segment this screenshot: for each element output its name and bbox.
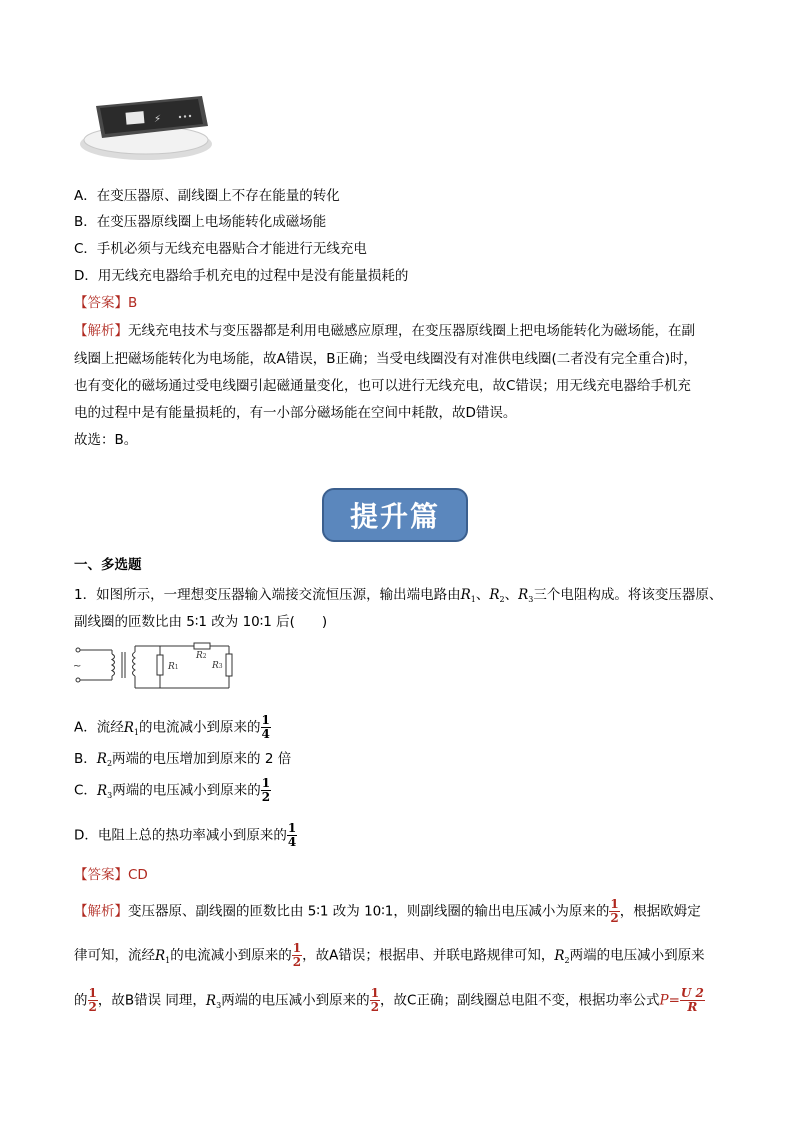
option-d: D．用无线充电器给手机充电的过程中是没有能量损耗的 (74, 268, 409, 284)
r1-symbol: $R_1$ (460, 587, 476, 604)
answer-value: B (128, 295, 138, 311)
analysis-tag: 【解析】 (74, 903, 128, 920)
svg-text:⚡: ⚡ (154, 114, 162, 125)
power-symbol: P (659, 992, 669, 1009)
r2-symbol: $R_2$ (554, 947, 570, 965)
sep: 、 (475, 587, 490, 603)
r3-symbol: $R_3$ (205, 992, 222, 1010)
r3-symbol: $R_3$ (96, 782, 113, 800)
q1-analysis-line-1: 【解析】变压器原、副线圈的匝数比由 5∶1 改为 10∶1，则副线圈的输出电压减小为原来的 $\frac{1}{2}$ ，根据欧姆定 (74, 897, 701, 925)
answer-row (74, 294, 137, 312)
answer-tag: 【答案】 (74, 867, 128, 883)
section-title: 一、多选题 (74, 557, 142, 573)
q1-option-c: C．$R_3$两端的电压减小到原来的 $\frac{1}{2}$ (74, 776, 271, 804)
wireless-charger-image (74, 92, 214, 164)
fraction-one-quarter: $\frac{1}{4}$ (287, 821, 297, 849)
q1-stem-line-2: 副线圈的匝数比由 5∶1 改为 10∶1 后( ) (74, 614, 328, 630)
fraction-one-half: $\frac{1}{2}$ (292, 941, 302, 969)
analysis-line-2: 线圈上把磁场能转化为电场能，故A错误，B正确；当受电线圈没有对准供电线圈(二者没有完全重合)时， (74, 351, 698, 367)
choose-line: 故选：B。 (74, 432, 138, 448)
fraction-one-quarter: $\frac{1}{4}$ (261, 713, 270, 741)
fraction-one-half: $\frac{1}{2}$ (370, 986, 380, 1014)
r1-symbol: $R_1$ (123, 719, 140, 737)
label-r3: R3 (212, 661, 223, 671)
fraction-one-half: $\frac{1}{2}$ (610, 897, 619, 925)
q1-stem-line-1 (74, 586, 722, 609)
section-banner: 提升篇 (322, 488, 468, 542)
r2-symbol: $R_2$ (489, 587, 505, 604)
ac-source-symbol: ~ (73, 661, 82, 672)
q1-option-b: B．$R_2$两端的电压增加到原来的 2 倍 (74, 751, 292, 768)
circuit-diagram (72, 640, 237, 696)
analysis-line-1 (74, 322, 695, 340)
r1-symbol: $R_1$ (155, 947, 171, 965)
fraction-one-half: $\frac{1}{2}$ (261, 776, 271, 804)
option-a: A．在变压器原、副线圈上不存在能量的转化 (74, 188, 340, 204)
q1-answer-row (74, 866, 148, 884)
label-r2: R2 (196, 651, 207, 661)
q1-analysis-line-2: 律可知，流经$R_1$的电流减小到原来的 $\frac{1}{2}$ ，故A错误；根据串、并联电路规律可知，$R_2$两端的电压减小到原来 (74, 941, 705, 969)
power-formula-fraction: $\frac{U 2}{R}$ (680, 986, 704, 1014)
analysis-tag: 【解析】 (74, 323, 128, 339)
label-r1: R1 (168, 662, 179, 672)
stem-text: 1．如图所示，一理想变压器输入端接交流恒压源，输出端电路由 (74, 587, 461, 603)
analysis-text: 无线充电技术与变压器都是利用电磁感应原理，在变压器原线圈上把电场能转化为磁场能，在副 (128, 323, 695, 339)
stem-text: 三个电阻构成。将该变压器原、 (533, 587, 723, 603)
analysis-line-3: 也有变化的磁场通过受电线圈引起磁通量变化，也可以进行无线充电，故C错误；用无线充电器给手机充 (74, 378, 691, 394)
answer-value: CD (128, 867, 148, 883)
analysis-line-4: 电的过程中是有能量损耗的，有一小部分磁场能在空间中耗散，故D错误。 (74, 405, 517, 421)
equals-sign: = (668, 992, 680, 1009)
q1-analysis-line-3: 的 $\frac{1}{2}$ ，故B错误 同理，$R_3$两端的电压减小到原来的 $\frac{1}{2}$ ，故C正确；副线圈总电阻不变，根据功率公式P= $\frac{U 2}{R}$ (74, 986, 704, 1014)
r3-symbol: $R_3$ (518, 587, 534, 604)
answer-tag: 【答案】 (74, 295, 128, 311)
fraction-one-half: $\frac{1}{2}$ (88, 986, 97, 1014)
r2-symbol: $R_2$ (96, 751, 113, 768)
option-b: B．在变压器原线圈上电场能转化成磁场能 (74, 214, 327, 230)
option-c: C．手机必须与无线充电器贴合才能进行无线充电 (74, 241, 367, 257)
q1-option-d: D．电阻上总的热功率减小到原来的 $\frac{1}{4}$ (74, 821, 297, 849)
sep: 、 (504, 587, 519, 603)
q1-option-a: A．流经$R_1$的电流减小到原来的 $\frac{1}{4}$ (74, 713, 270, 741)
